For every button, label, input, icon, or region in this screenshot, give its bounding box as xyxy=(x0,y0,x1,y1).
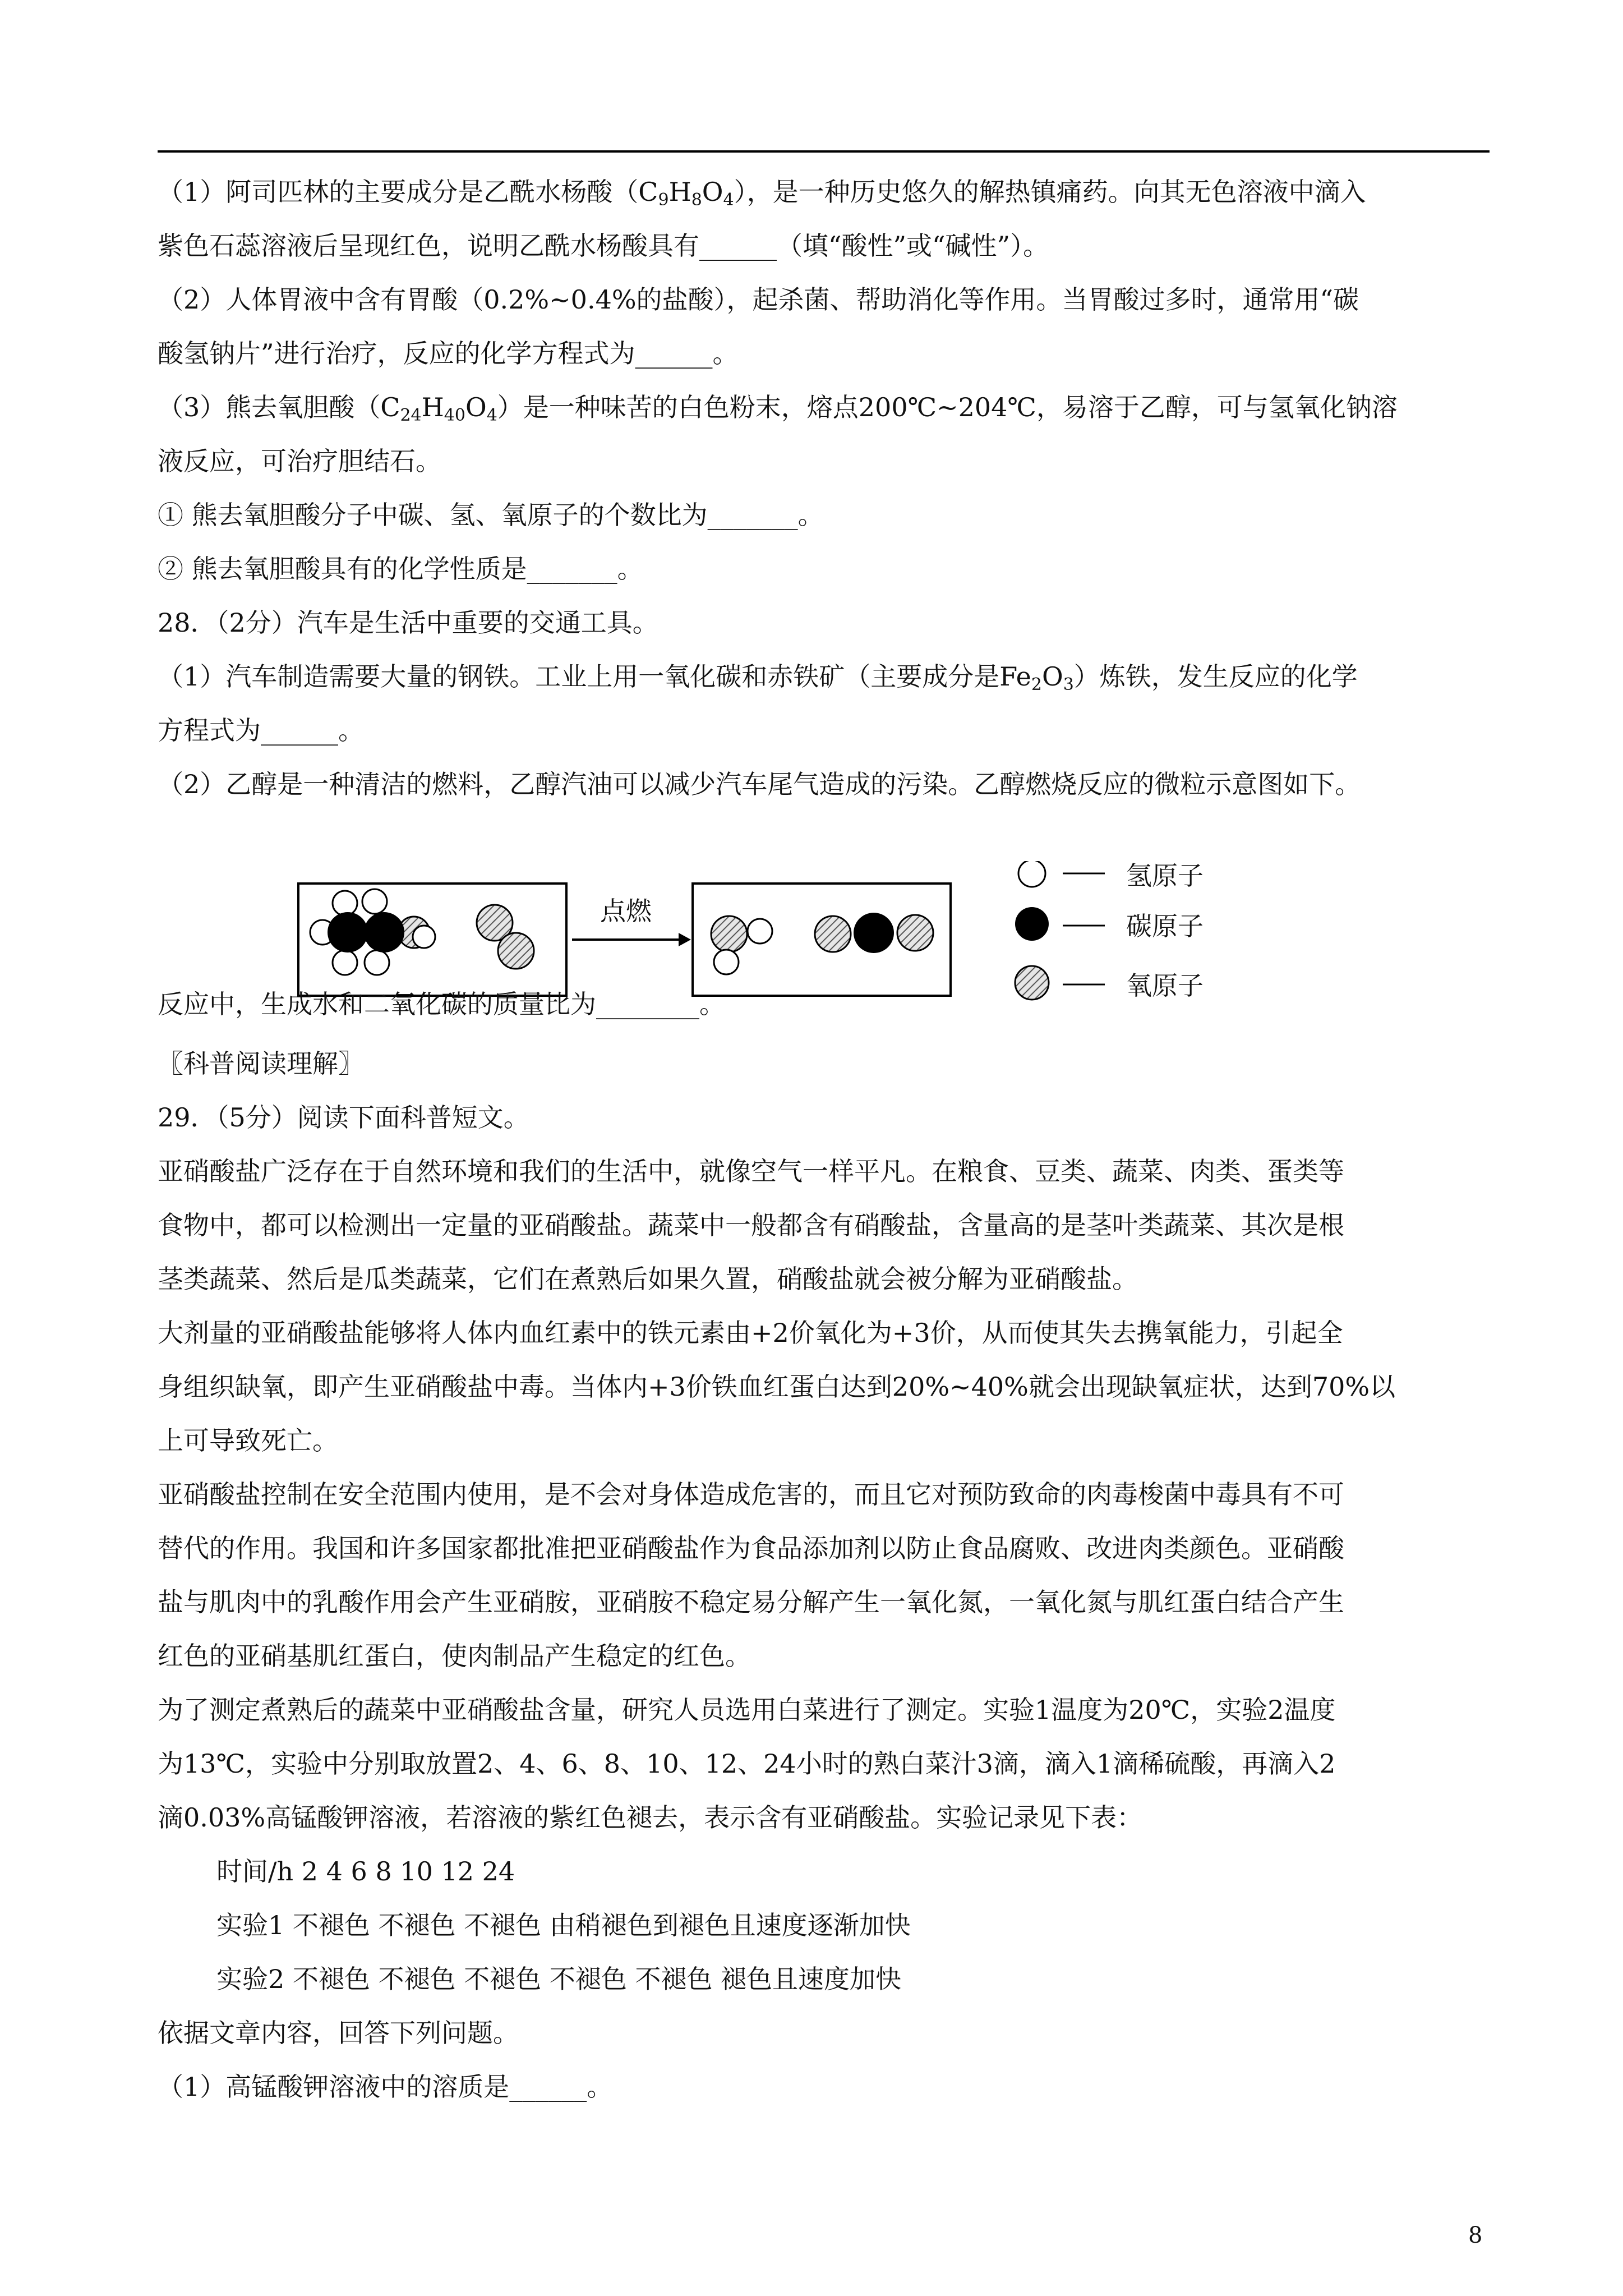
q28-part2-answer-line: 反应中，生成水和二氧化碳的质量比为________。 xyxy=(158,989,725,1019)
passage-p3-line2: 替代的作用。我国和许多国家都批准把亚硝酸盐作为食品添加剂以防止食品腐败、改进肉类颜色。亚硝酸 xyxy=(158,1533,1344,1563)
arrow-label: 点燃 xyxy=(600,896,652,926)
q28-title: 28．（2分）汽车是生活中重要的交通工具。 xyxy=(158,608,658,638)
legend-oxygen: 氧原子 xyxy=(1126,970,1204,1001)
q27-part3-sub2: ② 熊去氧胆酸具有的化学性质是_______。 xyxy=(158,554,643,584)
ethanol-molecule xyxy=(310,889,435,975)
passage-p3-line1: 亚硝酸盐控制在安全范围内使用，是不会对身体造成危害的，而且它对预防致命的肉毒梭菌中毒具有不可 xyxy=(158,1479,1344,1510)
oxygen-molecule xyxy=(477,905,534,969)
q27-part3-line2: 液反应，可治疗胆结石。 xyxy=(158,446,441,476)
legend-hydrogen-symbol xyxy=(1018,861,1045,887)
q27-part1-line1: （1）阿司匹林的主要成分是乙酰水杨酸$(C_9H_8O_4)$，是一种历史悠久的解热镇痛药。向其无色溶液中滴入 xyxy=(158,177,1366,210)
legend-hydrogen: 氢原子 xyxy=(1126,861,1204,891)
passage-p2-line1: 大剂量的亚硝酸盐能够将人体内血红素中的铁元素由+2价氧化为+3价，从而使其失去携氧能力，引起全 xyxy=(158,1318,1343,1348)
passage-p4-line2: 为13℃，实验中分别取放置2、4、6、8、10、12、24小时的熟白菜汁3滴，滴入1滴稀硫酸，再滴入2 xyxy=(158,1749,1336,1779)
section-heading: 〖科普阅读理解〗 xyxy=(158,1048,364,1079)
passage-p2-line2: 身组织缺氧，即产生亚硝酸盐中毒。当体内+3价铁血红蛋白达到20%~40%就会出现缺氧症状，达到70%以 xyxy=(158,1372,1396,1402)
q27-part3-sub1: ① 熊去氧胆酸分子中碳、氢、氧原子的个数比为_______。 xyxy=(158,500,824,530)
passage-p1-line1: 亚硝酸盐广泛存在于自然环境和我们的生活中，就像空气一样平凡。在粮食、豆类、蔬菜、肉类、蛋类等 xyxy=(158,1156,1344,1186)
water-molecule xyxy=(711,916,772,974)
passage-p4-line3: 滴0.03%高锰酸钾溶液，若溶液的紫红色褪去，表示含有亚硝酸盐。实验记录见下表： xyxy=(158,1802,1143,1833)
table-row-experiment-1: 实验1 不褪色 不褪色 不褪色 由稍褪色到褪色且速度逐渐加快 xyxy=(216,1910,911,1940)
passage-p1-line3: 茎类蔬菜、然后是瓜类蔬菜，它们在煮熟后如果久置，硝酸盐就会被分解为亚硝酸盐。 xyxy=(158,1264,1138,1294)
q27-part2-line2: 酸氢钠片”进行治疗，反应的化学方程式为______。 xyxy=(158,338,739,369)
co2-molecule xyxy=(815,913,933,953)
table-row-experiment-2: 实验2 不褪色 不褪色 不褪色 不褪色 不褪色 褪色且速度加快 xyxy=(216,1964,901,1994)
passage-p4-line1: 为了测定煮熟后的蔬菜中亚硝酸盐含量，研究人员选用白菜进行了测定。实验1温度为20℃，实验2温度 xyxy=(158,1695,1336,1725)
page-number: 8 xyxy=(1468,2223,1483,2248)
q29-title: 29．（5分）阅读下面科普短文。 xyxy=(158,1102,529,1133)
q27-part2-line1: （2）人体胃液中含有胃酸（0.2%~0.4%的盐酸），起杀菌、帮助消化等作用。当胃酸过多时，通常用“碳 xyxy=(158,284,1359,315)
passage-p3-line4: 红色的亚硝基肌红蛋白，使肉制品产生稳定的红色。 xyxy=(158,1641,751,1671)
passage-p1-line2: 食物中，都可以检测出一定量的亚硝酸盐。蔬菜中一般都含有硝酸盐，含量高的是茎叶类蔬菜、其次是根 xyxy=(158,1210,1344,1240)
q29-part1: （1）高锰酸钾溶液中的溶质是______。 xyxy=(158,2072,613,2102)
legend-oxygen-symbol xyxy=(1015,966,1049,1000)
q27-part1-line2: 紫色石蕊溶液后呈现红色，说明乙酰水杨酸具有______（填“酸性”或“碱性”）。 xyxy=(158,231,1049,261)
questions-intro: 依据文章内容，回答下列问题。 xyxy=(158,2018,519,2048)
passage-p3-line3: 盐与肌肉中的乳酸作用会产生亚硝胺，亚硝胺不稳定易分解产生一氧化氮，一氧化氮与肌红蛋白结合产生 xyxy=(158,1587,1344,1617)
header-rule xyxy=(158,150,1490,153)
table-header: 时间/h 2 4 6 8 10 12 24 xyxy=(216,1856,515,1887)
q28-part1-line2: 方程式为______。 xyxy=(158,715,364,746)
legend-carbon: 碳原子 xyxy=(1126,911,1204,941)
legend-carbon-symbol xyxy=(1015,907,1049,941)
q28-part2-line1: （2）乙醇是一种清洁的燃料，乙醇汽油可以减少汽车尾气造成的污染。乙醇燃烧反应的微粒示意图如下。 xyxy=(158,769,1361,799)
q28-part1-line1: （1）汽车制造需要大量的钢铁。工业上用一氧化碳和赤铁矿（主要成分是$Fe_2O_3$）炼铁，发生反应的化学 xyxy=(158,661,1358,694)
passage-p2-line3: 上可导致死亡。 xyxy=(158,1425,338,1456)
legend xyxy=(1015,861,1204,1001)
q27-part3-line1: （3）熊去氧胆酸$(C_{24}H_{40}O_4)$是一种味苦的白色粉末，熔点200℃~204℃，易溶于乙醇，可与氢氧化钠溶 xyxy=(158,392,1398,425)
